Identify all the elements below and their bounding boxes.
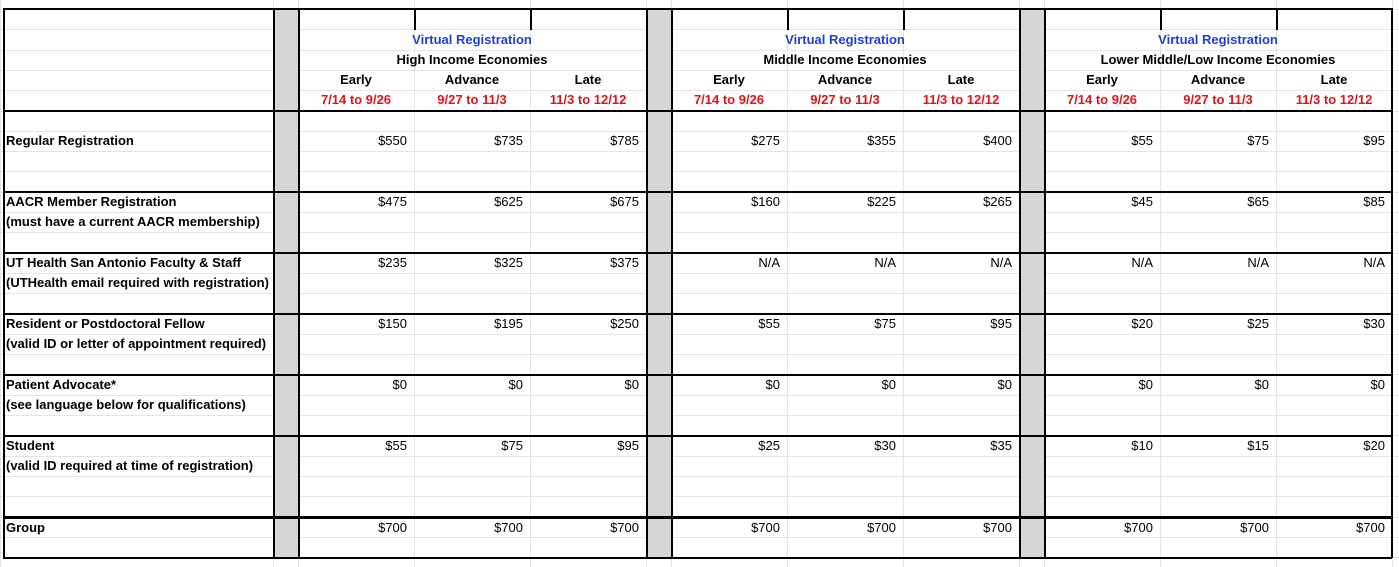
header-column-border: [787, 8, 789, 30]
price-cell: $30: [874, 438, 896, 453]
row-note: (valid ID or letter of appointment required): [6, 336, 267, 351]
price-cell: $0: [624, 377, 639, 392]
price-cell: $0: [508, 377, 523, 392]
price-cell: $250: [610, 316, 639, 331]
price-cell: $785: [610, 133, 639, 148]
row-label: Group: [6, 520, 45, 535]
price-cell: $0: [1254, 377, 1269, 392]
price-cell: $0: [881, 377, 896, 392]
tier-name: Early: [713, 72, 745, 87]
price-cell: $700: [378, 520, 407, 535]
price-cell: $195: [494, 316, 523, 331]
column-border: [1019, 8, 1021, 558]
tier-dates: 11/3 to 12/12: [1295, 92, 1373, 107]
row-note: (see language below for qualifications): [6, 397, 246, 412]
price-cell: $10: [1131, 438, 1153, 453]
price-cell: $45: [1131, 194, 1153, 209]
tier-name: Advance: [1190, 72, 1246, 87]
price-cell: $95: [990, 316, 1012, 331]
tier-dates: 9/27 to 11/3: [1183, 92, 1253, 107]
row-label: Patient Advocate*: [6, 377, 117, 392]
price-cell: $700: [1240, 520, 1269, 535]
group-title: Virtual Registration: [412, 32, 532, 47]
group-title: Virtual Registration: [785, 32, 905, 47]
price-cell: $700: [867, 520, 896, 535]
price-cell: $400: [983, 133, 1012, 148]
price-cell: $0: [765, 377, 780, 392]
gridline-row: [0, 496, 1399, 497]
tier-dates: 7/14 to 9/26: [1066, 92, 1138, 107]
price-cell: $700: [610, 520, 639, 535]
tier-dates: 9/27 to 11/3: [810, 92, 880, 107]
price-cell: $700: [1124, 520, 1153, 535]
price-cell: $20: [1363, 438, 1385, 453]
tier-name: Advance: [444, 72, 500, 87]
tier-dates: 7/14 to 9/26: [693, 92, 765, 107]
tier-name: Advance: [817, 72, 873, 87]
price-cell: $550: [378, 133, 407, 148]
price-cell: $20: [1131, 316, 1153, 331]
price-cell: $75: [874, 316, 896, 331]
header-column-border: [530, 8, 532, 30]
price-cell: $0: [392, 377, 407, 392]
price-cell: N/A: [758, 255, 780, 270]
price-cell: $85: [1363, 194, 1385, 209]
gridline-row: [0, 151, 1399, 152]
price-cell: N/A: [1131, 255, 1153, 270]
price-cell: N/A: [1363, 255, 1385, 270]
tier-dates: 9/27 to 11/3: [437, 92, 507, 107]
table-border-top: [3, 8, 1392, 10]
price-cell: $0: [997, 377, 1012, 392]
row-note: (UTHealth email required with registration): [6, 275, 269, 290]
price-cell: $700: [983, 520, 1012, 535]
group-subtitle: High Income Economies: [396, 52, 548, 67]
price-cell: $55: [758, 316, 780, 331]
group-subtitle: Middle Income Economies: [763, 52, 927, 67]
tier-name: Late: [947, 72, 975, 87]
price-cell: $735: [494, 133, 523, 148]
price-cell: $275: [751, 133, 780, 148]
price-cell: $325: [494, 255, 523, 270]
price-cell: $30: [1363, 316, 1385, 331]
column-border: [3, 8, 5, 558]
header-column-border: [1276, 8, 1278, 30]
row-border: [3, 110, 1392, 112]
header-column-border: [903, 8, 905, 30]
row-label: Resident or Postdoctoral Fellow: [6, 316, 205, 331]
gridline-row: [0, 171, 1399, 172]
price-cell: $225: [867, 194, 896, 209]
group-title: Virtual Registration: [1158, 32, 1278, 47]
price-cell: $160: [751, 194, 780, 209]
price-cell: $65: [1247, 194, 1269, 209]
gridline-row: [0, 293, 1399, 294]
price-cell: $700: [494, 520, 523, 535]
row-label: UT Health San Antonio Faculty & Staff: [6, 255, 241, 270]
price-cell: $0: [1138, 377, 1153, 392]
price-cell: $55: [385, 438, 407, 453]
price-cell: N/A: [1247, 255, 1269, 270]
price-cell: $25: [758, 438, 780, 453]
row-label: Student: [6, 438, 55, 453]
price-cell: $35: [990, 438, 1012, 453]
gridline-row: [0, 476, 1399, 477]
group-subtitle: Lower Middle/Low Income Economies: [1100, 52, 1336, 67]
price-cell: $150: [378, 316, 407, 331]
gridline-row: [0, 354, 1399, 355]
price-cell: N/A: [874, 255, 896, 270]
row-label: Regular Registration: [6, 133, 134, 148]
row-note: (must have a current AACR membership): [6, 214, 260, 229]
tier-name: Late: [574, 72, 602, 87]
row-note: (valid ID required at time of registration): [6, 458, 254, 473]
row-label: AACR Member Registration: [6, 194, 177, 209]
tier-dates: 11/3 to 12/12: [922, 92, 1000, 107]
price-cell: $235: [378, 255, 407, 270]
separator-column: [273, 9, 298, 557]
column-border: [273, 8, 275, 558]
price-cell: $0: [1370, 377, 1385, 392]
row-border: [3, 557, 1392, 559]
tier-dates: 7/14 to 9/26: [320, 92, 392, 107]
price-cell: $95: [1363, 133, 1385, 148]
header-column-border: [414, 8, 416, 30]
gridline-row: [0, 415, 1399, 416]
price-cell: $700: [1356, 520, 1385, 535]
tier-name: Late: [1320, 72, 1348, 87]
price-cell: $75: [501, 438, 523, 453]
column-border: [646, 8, 648, 558]
price-cell: $75: [1247, 133, 1269, 148]
gridline-row: [0, 232, 1399, 233]
price-cell: $375: [610, 255, 639, 270]
tier-dates: 11/3 to 12/12: [549, 92, 627, 107]
price-cell: $55: [1131, 133, 1153, 148]
price-cell: $700: [751, 520, 780, 535]
price-cell: $265: [983, 194, 1012, 209]
header-column-border: [1160, 8, 1162, 30]
price-cell: $625: [494, 194, 523, 209]
price-cell: $95: [617, 438, 639, 453]
separator-column: [1019, 9, 1044, 557]
price-cell: $355: [867, 133, 896, 148]
gridline-col: [0, 0, 1, 567]
price-cell: $15: [1247, 438, 1269, 453]
price-cell: N/A: [990, 255, 1012, 270]
price-cell: $475: [378, 194, 407, 209]
separator-column: [646, 9, 671, 557]
tier-name: Early: [340, 72, 372, 87]
price-cell: $675: [610, 194, 639, 209]
tier-name: Early: [1086, 72, 1118, 87]
price-cell: $25: [1247, 316, 1269, 331]
